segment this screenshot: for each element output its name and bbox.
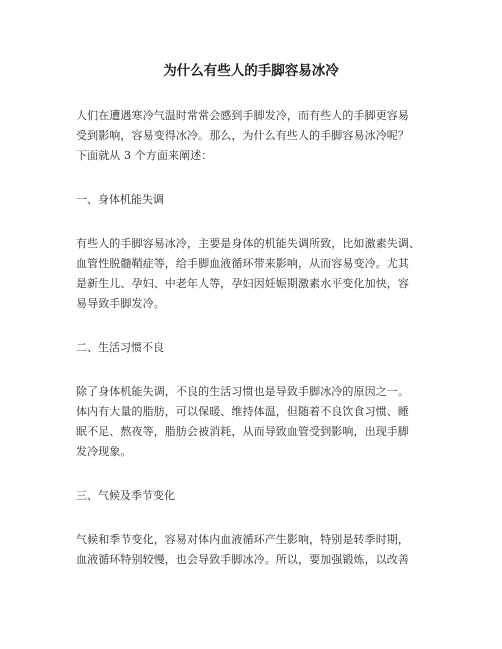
paragraph-line: 发冷现象。 (76, 445, 132, 458)
document-title: 为什么有些人的手脚容易冰冷 (163, 63, 339, 79)
paragraph-line: 气候和季节变化，容易对体内血液循环产生影响，特别是转季时期， (76, 533, 409, 546)
intro-line: 人们在遭遇寒冷气温时常常会感到手脚发冷，而有些人的手脚更容易 (76, 109, 409, 122)
paragraph-line: 有些人的手脚容易冰冷，主要是身体的机能失调所致，比如激素失调、 (76, 237, 421, 250)
section-heading: 一、身体机能失调 (76, 193, 164, 206)
paragraph-line: 除了身体机能失调，不良的生活习惯也是导致手脚冰冷的原因之一。 (76, 385, 409, 398)
paragraph-line: 易导致手脚发冷。 (76, 297, 165, 310)
paragraph-line: 眠不足、熬夜等，脂肪会被消耗，从而导致血管受到影响，出现手脚 (76, 425, 409, 438)
section-heading: 三、气候及季节变化 (76, 489, 175, 502)
section-heading: 二、生活习惯不良 (76, 341, 164, 354)
paragraph-line: 血管性脱髓鞘症等，给手脚血液循环带来影响，从而容易变冷。尤其 (76, 257, 409, 270)
paragraph-line: 体内有大量的脂肪，可以保暖、维持体温，但随着不良饮食习惯、睡 (76, 405, 409, 418)
intro-line: 受到影响，容易变得冰冷。那么，为什么有些人的手脚容易冰冷呢？ (76, 129, 409, 142)
paragraph-line: 血液循环特别较慢，也会导致手脚冰冷。所以，要加强锻炼，以改善 (76, 553, 409, 566)
paragraph-line: 是新生儿、孕妇、中老年人等，孕妇因妊娠期激素水平变化加快，容 (76, 277, 409, 290)
intro-line: 下面就从 3 个方面来阐述： (76, 149, 213, 162)
